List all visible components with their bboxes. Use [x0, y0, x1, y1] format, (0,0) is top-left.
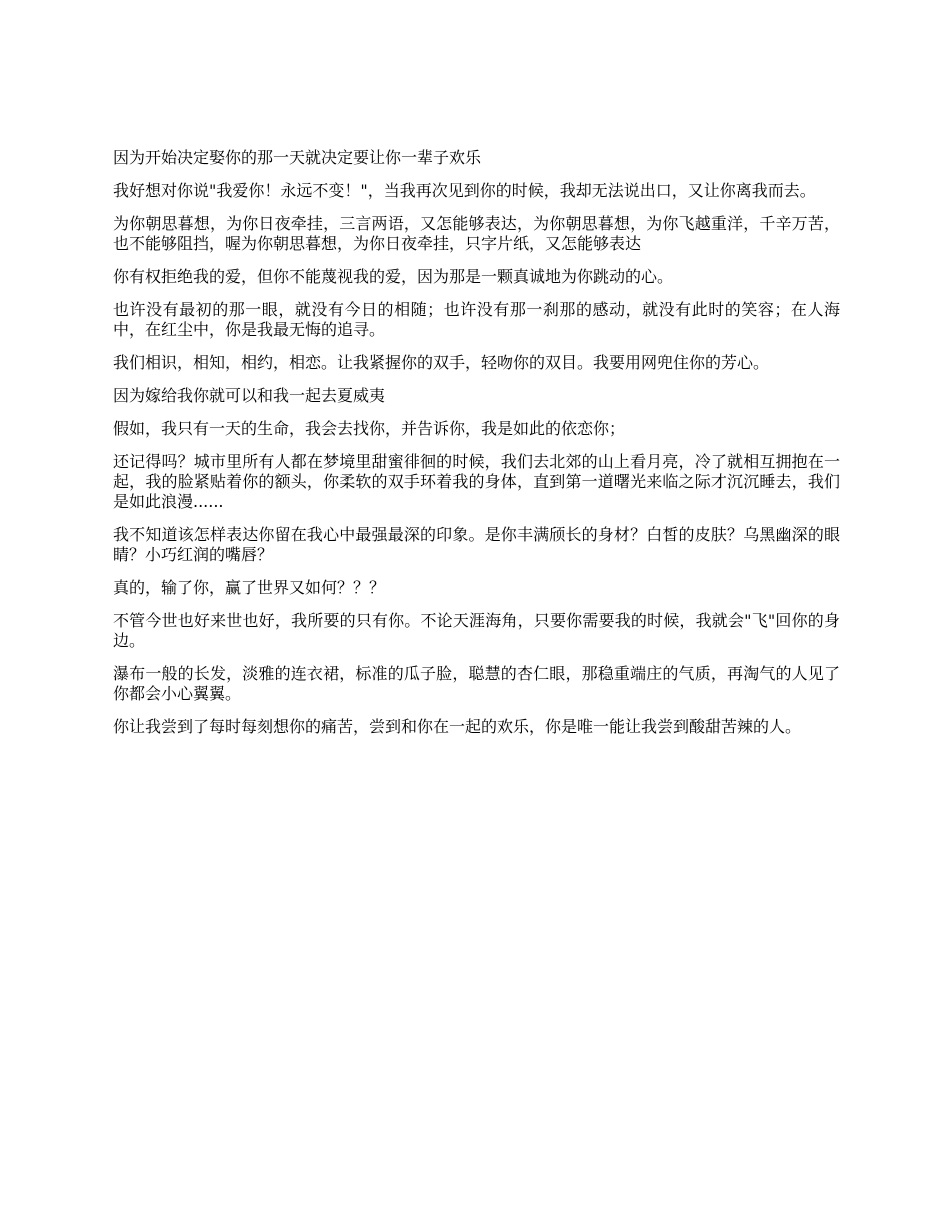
paragraph: 你有权拒绝我的爱，但你不能蔑视我的爱，因为那是一颗真诚地为你跳动的心。 [113, 267, 674, 286]
paragraph: 假如，我只有一天的生命，我会去找你，并告诉你，我是如此的依恋你； [113, 419, 626, 438]
paragraph: 你让我尝到了每时每刻想你的痛苦，尝到和你在一起的欢乐，你是唯一能让我尝到酸甜苦辣的人。 [113, 717, 802, 736]
paragraph: 因为嫁给我你就可以和我一起去夏威夷 [113, 386, 386, 405]
paragraph: 我好想对你说"我爱你！永远不变！"，当我再次见到你的时候，我却无法说出口，又让你离我而去。 [113, 181, 816, 200]
paragraph: 我们相识，相知，相约，相恋。让我紧握你的双手，轻吻你的双目。我要用网兜住你的芳心。 [113, 353, 770, 372]
paragraph: 也许没有最初的那一眼，就没有今日的相随；也许没有那一刹那的感动，就没有此时的笑容；在人海中，在红尘中，你是我最无悔的追寻。 [113, 300, 840, 339]
paragraph: 因为开始决定娶你的那一天就决定要让你一辈子欢乐 [113, 148, 482, 167]
paragraph: 为你朝思暮想，为你日夜牵挂，三言两语，又怎能够表达，为你朝思暮想，为你飞越重洋，千辛万苦，也不能够阻挡，喔为你朝思暮想，为你日夜牵挂，只字片纸，又怎能够表达 [113, 214, 840, 253]
document-body [113, 148, 840, 750]
paragraph: 瀑布一般的长发，淡雅的连衣裙，标准的瓜子脸，聪慧的杏仁眼，那稳重端庄的气质，再淘气的人见了你都会小心翼翼。 [113, 664, 840, 703]
paragraph: 真的，输了你，赢了世界又如何？？？ [113, 578, 386, 597]
paragraph: 不管今世也好来世也好，我所要的只有你。不论天涯海角，只要你需要我的时候，我就会"飞"回你的身边。 [113, 611, 840, 650]
paragraph: 还记得吗？城市里所有人都在梦境里甜蜜徘徊的时候，我们去北郊的山上看月亮，冷了就相互拥抱在一起，我的脸紧贴着你的额头，你柔软的双手环着我的身体，直到第一道曙光来临之际才沉沉睡去，我们是如此浪漫...... [113, 452, 840, 511]
paragraph: 我不知道该怎样表达你留在我心中最强最深的印象。是你丰满颀长的身材？白皙的皮肤？乌黑幽深的眼睛？小巧红润的嘴唇？ [113, 525, 840, 564]
